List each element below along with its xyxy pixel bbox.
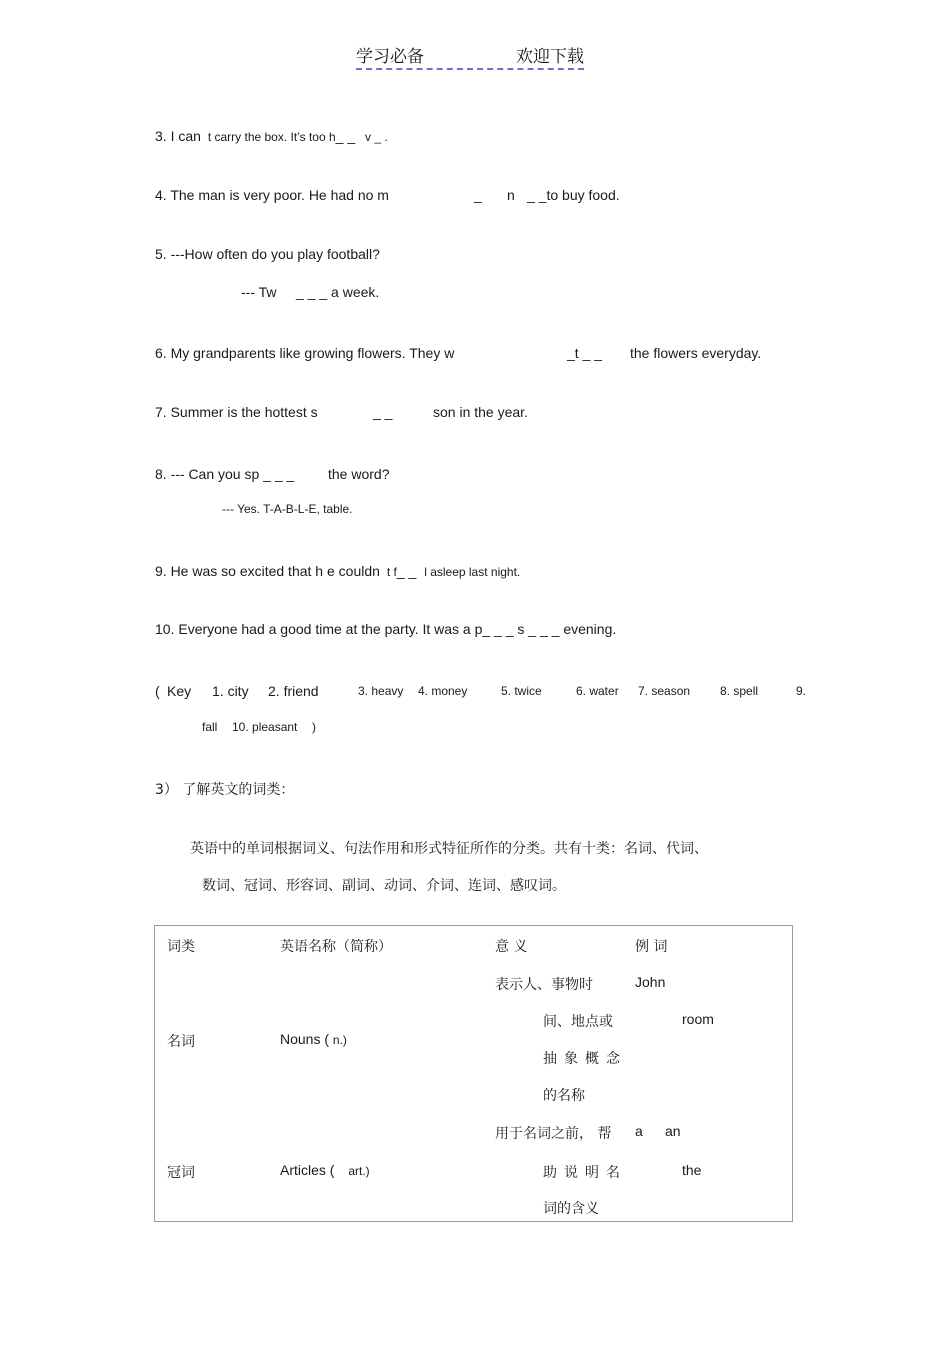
noun-example-1: John: [635, 974, 666, 990]
key-item-1: 1. city: [212, 683, 249, 699]
question-6-part-2: the flowers everyday.: [630, 345, 762, 361]
article-example-1: a: [635, 1123, 643, 1139]
article-type: 冠词: [167, 1165, 195, 1181]
key-item-3: 3. heavy: [358, 684, 404, 698]
article-example-2: an: [665, 1123, 681, 1139]
article-example-3: the: [682, 1162, 702, 1178]
header-left: 学习必备: [356, 47, 424, 67]
key-item-7: 7. season: [638, 684, 691, 698]
question-6-blank: _t _ _: [567, 345, 603, 361]
key-item-9-number: 9.: [796, 684, 807, 698]
table-header-type: 词类: [167, 939, 195, 955]
section-paragraph-line-2: 数词、冠词、形容词、副词、动词、介词、连词、感叹词。: [202, 878, 566, 894]
question-10: 10. Everyone had a good time at the party. It was a p_ _ _ s _ _ _ evening.: [155, 621, 617, 637]
key-item-10: 10. pleasant: [232, 720, 298, 734]
article-name: Articles ( art.): [280, 1162, 370, 1178]
noun-example-2: room: [682, 1011, 714, 1027]
question-7-part-1: 7. Summer is the hottest s: [155, 404, 318, 420]
question-4-letter: n: [507, 187, 515, 203]
article-meaning-line-3: 词的含义: [543, 1201, 599, 1217]
noun-type: 名词: [167, 1034, 195, 1050]
article-meaning-line-1: 用于名词之前， 帮: [495, 1126, 612, 1142]
key-item-6: 6. water: [576, 684, 619, 698]
noun-meaning-line-1: 表示人、事物时: [495, 977, 593, 993]
question-7-blank: _ _: [373, 404, 393, 420]
section-paragraph-line-1: 英语中的单词根据词义、句法作用和形式特征所作的分类。共有十类：名词、代词、: [190, 841, 708, 857]
table-header-meaning: 意 义: [495, 939, 528, 955]
question-4-part-1: 4. The man is very poor. He had no m: [155, 187, 389, 203]
key-item-9-word: fall: [202, 720, 218, 734]
noun-meaning-line-3: 抽象概念: [543, 1051, 627, 1067]
section-title: 3） 了解英文的词类：: [155, 782, 295, 798]
key-open-paren: (: [155, 683, 160, 699]
key-item-2: 2. friend: [268, 683, 319, 699]
key-item-8: 8. spell: [720, 684, 759, 698]
article-meaning-line-2: 助说明名: [543, 1165, 627, 1181]
noun-meaning-line-4: 的名称: [543, 1088, 585, 1104]
header-right: 欢迎下载: [516, 47, 584, 67]
question-5: 5. ---How often do you play football?: [155, 246, 380, 262]
question-4-blank: _: [474, 187, 482, 203]
question-5-answer-prefix: --- Tw: [241, 284, 277, 300]
key-close-paren: ): [312, 720, 316, 734]
question-3: 3. I can t carry the box. It’s too h_ _ v _ .: [155, 128, 388, 144]
key-item-4: 4. money: [418, 684, 468, 698]
key-label: Key: [167, 683, 192, 699]
question-4-part-2: _ _to buy food.: [527, 187, 620, 203]
question-6-part-1: 6. My grandparents like growing flowers. They w: [155, 345, 455, 361]
table-header-example: 例 词: [635, 939, 668, 955]
noun-meaning-line-2: 间、地点或: [543, 1014, 613, 1030]
question-7-part-2: son in the year.: [433, 404, 528, 420]
page-header: [356, 42, 584, 70]
key-item-5: 5. twice: [501, 684, 542, 698]
table-header-name: 英语名称（简称）: [280, 939, 392, 955]
question-8-part-1: 8. --- Can you sp _ _ _: [155, 466, 295, 482]
question-8-part-2: the word?: [328, 466, 390, 482]
noun-name: Nouns ( n.): [280, 1031, 347, 1047]
question-8-answer: --- Yes. T-A-B-L-E, table.: [222, 502, 353, 516]
word-class-table: [154, 925, 793, 1222]
question-5-answer-suffix: _ _ _ a week.: [296, 284, 380, 300]
question-9: 9. He was so excited that h e couldn t f_ _ l asleep last night.: [155, 563, 521, 579]
